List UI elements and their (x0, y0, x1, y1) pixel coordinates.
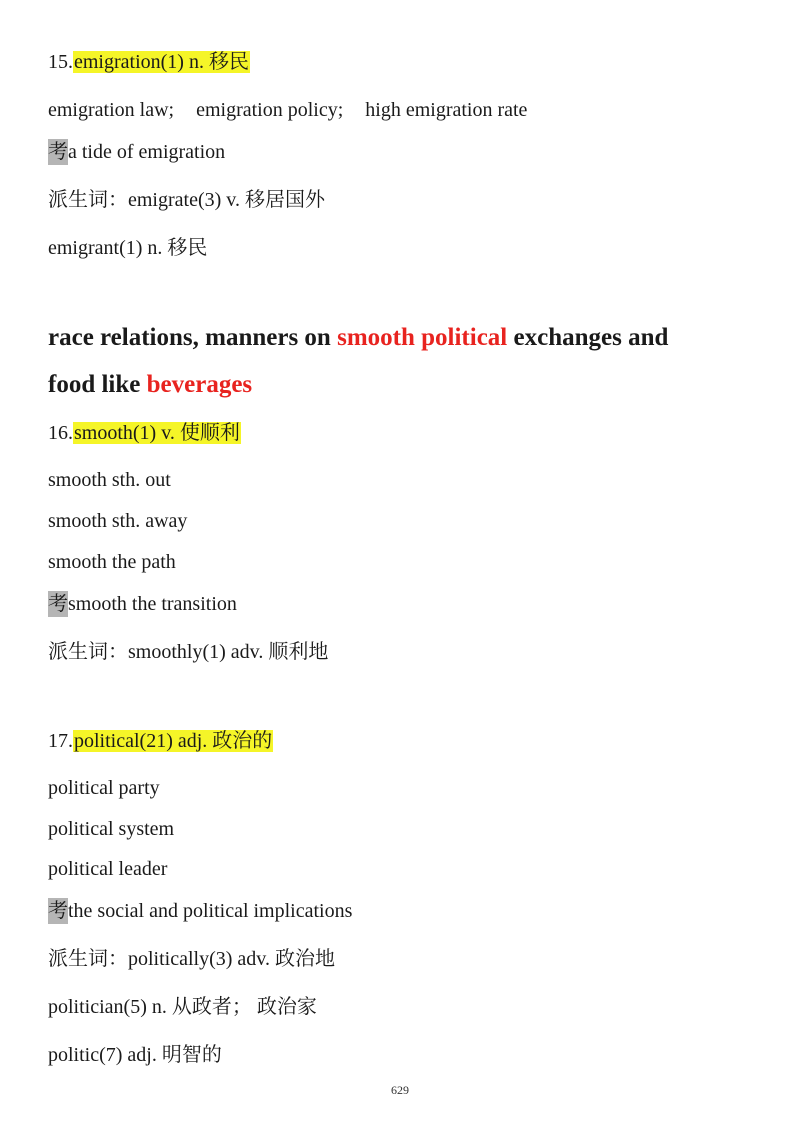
phrase: emigration law; (48, 99, 175, 121)
entry-15-exam-line (48, 139, 225, 165)
exam-phrase: a tide of emigration (68, 141, 226, 163)
entry-17-headword-line (48, 728, 273, 754)
derivative-prefix: 派生词： (48, 948, 128, 970)
phrase: smooth sth. away (48, 510, 188, 532)
heading-text: race relations, manners on (48, 324, 338, 351)
entry-16-exam-line (48, 591, 237, 617)
derivative-text: emigrant(1) n. 移民 (48, 237, 208, 259)
section-heading-line-2 (48, 370, 252, 400)
entry-15-phrases (48, 97, 527, 123)
phrase: political leader (48, 858, 168, 880)
entry-number: 17. (48, 730, 73, 752)
page-number: 629 (391, 1083, 409, 1097)
headword-highlight: emigration(1) n. 移民 (74, 51, 249, 73)
derivative-text: politician(5) n. 从政者； 政治家 (48, 996, 317, 1018)
phrase: emigration policy; (196, 99, 344, 121)
derivative-prefix: 派生词： (48, 189, 128, 211)
derivative-text: politic(7) adj. 明智的 (48, 1044, 222, 1066)
exam-phrase: the social and political implications (68, 900, 353, 922)
heading-red-text: smooth political (337, 324, 508, 351)
entry-17-exam-line (48, 898, 352, 924)
exam-mark: 考 (48, 900, 68, 922)
entry-17-derivative (48, 946, 335, 972)
entry-15-derivative (48, 187, 325, 213)
derivative-prefix: 派生词： (48, 641, 128, 663)
derivative-text: emigrate(3) v. 移居国外 (128, 189, 325, 211)
phrase: smooth the path (48, 551, 176, 573)
entry-16-phrase (48, 549, 176, 575)
heading-text: exchanges and (507, 324, 669, 351)
headword-highlight: political(21) adj. 政治的 (74, 730, 273, 752)
phrase: political system (48, 818, 175, 840)
entry-16-phrase (48, 508, 187, 534)
entry-16-headword-line (48, 420, 241, 446)
entry-17-phrase (48, 816, 174, 842)
entry-16-phrase (48, 467, 171, 493)
section-heading-line-1 (48, 323, 668, 353)
entry-17-phrase (48, 775, 160, 801)
entry-15-derivative (48, 235, 207, 261)
entry-17-phrase (48, 856, 167, 882)
phrase: smooth sth. out (48, 469, 171, 491)
entry-16-derivative (48, 639, 328, 665)
exam-mark: 考 (48, 593, 68, 615)
phrase: high emigration rate (365, 99, 528, 121)
derivative-text: smoothly(1) adv. 顺利地 (128, 641, 329, 663)
heading-red-text: beverages (146, 371, 253, 398)
phrase: political party (48, 777, 160, 799)
entry-17-derivative (48, 1042, 222, 1068)
entry-number: 15. (48, 51, 73, 73)
heading-text: food like (48, 371, 147, 398)
exam-mark: 考 (48, 141, 68, 163)
headword-highlight: smooth(1) v. 使顺利 (74, 422, 240, 444)
derivative-text: politically(3) adv. 政治地 (128, 948, 335, 970)
exam-phrase: smooth the transition (68, 593, 237, 615)
entry-15-headword-line (48, 49, 250, 75)
entry-17-derivative (48, 994, 317, 1020)
entry-number: 16. (48, 422, 73, 444)
